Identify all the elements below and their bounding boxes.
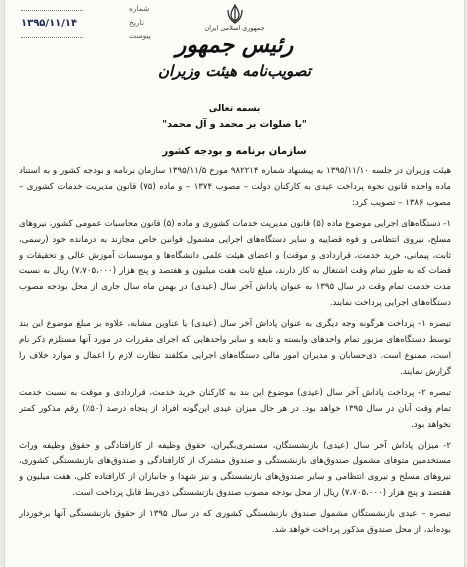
clause-2: ۲- میزان پاداش آخر سال (عیدی) بازنشستگان، مستمری‌بگیران، حقوق وظیفه از کارافتادگی و حقوق وظیفه وراث مستخدمین متوفای مشمول صندوق‌های بازنشستگی و صندوق مشترک از کارافتادگی و صندوق‌های بازنشستگی کشوری، نیروهای مسلح و نیروی انتظامی و سایر صندوق‌های بازنشستگی و نیز شهدا و جانبازان از کارافتاده کلی، هفت میلیون و هفتصد و پنج هزار (۷،۷۰۵،۰۰۰) ریال از محل بودجه مصوب صندوق بازنشستگی ذی‌ربط قابل پرداخت است. — [19, 440, 451, 499]
intro-paragraph: هیئت وزیران در جلسه ۱۳۹۵/۱۱/۱۰ به پیشنهاد شماره ۹۸۲۲۱۴ مورخ ۱۳۹۵/۱۱/۵ سازمان برنامه و بودجه کشور و به استناد ماده واحده قانون نحوه پرداخت عیدی به کارکنان دولت – مصوب ۱۳۷۴ – و ماده (۷۵) قانون مدیریت خدمات کشوری – مصوب ۱۳۸۶ – تصویب کرد: — [19, 166, 451, 208]
iran-emblem-icon — [224, 3, 246, 25]
decree-subtitle: تصویب‌نامه هیئت وزیران — [158, 62, 311, 80]
note-1: تبصره ۱- پرداخت هرگونه وجه دیگری به عنوان پاداش آخر سال (عیدی) یا عناوین مشابه، علاوه بر مبلغ موضوع این بند توسط دستگاه‌های مزبور تمام واحدهای وابسته و تابعه و سایر واحدهایی که اجرای مقررات در مورد آنها مستلزم ذکر نام است، ممنوع است. ذی‌حسابان و مدیران امور مالی دستگاه‌های اجرایی مکلفند نظارت لازم را اعمال و موارد خلاف را گزارش نمایند. — [19, 319, 451, 377]
date-label: تاریخ — [129, 18, 144, 27]
number-field — [21, 4, 150, 13]
salawat: "با صلوات بر محمد و آل محمد" — [162, 119, 307, 130]
date-value: ۱۳۹۵/۱۱/۱۴ — [21, 18, 78, 29]
note-2: تبصره ۲- پرداخت پاداش آخر سال (عیدی) موضوع این بند به کارکنان خرید خدمت، قراردادی و موقت به نسبت خدمت تمام وقت آنان در سال ۱۳۹۵ خواهد بود. در هر حال میزان عیدی این‌گونه افراد از پنجاه درصد (۵۰٪) رقم مذکور کمتر نخواهد بود. — [19, 387, 451, 430]
addressee: سازمان برنامه و بودجه کشور — [162, 146, 307, 157]
clause-1: ۱- دستگاه‌های اجرایی موضوع ماده (۵) قانون مدیریت خدمات کشوری و ماده (۵) قانون محاسبات عمومی کشور، نیروهای مسلح، نیروی انتظامی و قوه قضاییه و سایر دستگاه‌های اجرایی مشمول قوانین خاص مجازند به درمانده خود (رسمی، ثابت، پیمانی، خرید خدمت، قراردادی و موقت) و اعضای هیئت علمی دانشگاه‌ها و موسسات آموزش عالی و تحقیقات و قضات که به طور تمام وقت اشتغال به کار دارند، مبلغ ثابت هفت میلیون و هفتصد و پنج هزار (۷،۷۰۵،۰۰۰) ریال به نسبت مدت خدمت تمام وقت در سال ۱۳۹۵ به عنوان پاداش آخر سال (عیدی) در بهمن ماه سال جاری از محل بودجه مصوب دستگاه‌های اجرایی پرداخت نمایند. — [19, 218, 451, 309]
bismillah: بسمه تعالی — [208, 104, 261, 114]
number-label: شماره — [129, 4, 150, 13]
country-name: جمهوری اسلامی ایران — [204, 24, 265, 32]
decree-body — [19, 164, 451, 567]
decree-page — [4, 0, 465, 567]
attachment-label: پیوست — [129, 31, 151, 40]
note-3: تبصره – عیدی بازنشستگان مشمول صندوق بازنشستگی کشوری که در سال ۱۳۹۵ از حقوق بازنشستگی آنها برخوردار بوده‌اند، از محل صندوق مذکور پرداخت خواهد شد. — [19, 509, 451, 536]
office-title: رئیس جمهور — [175, 32, 294, 58]
